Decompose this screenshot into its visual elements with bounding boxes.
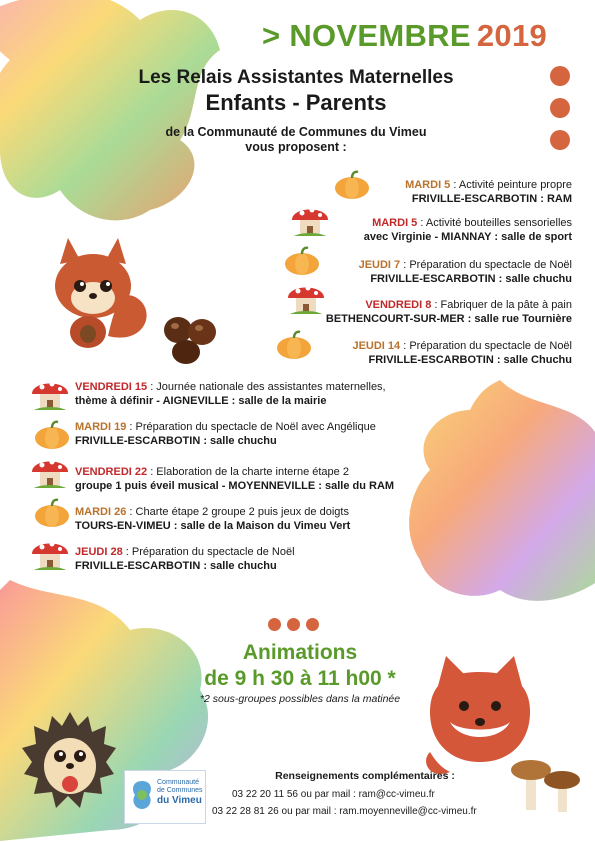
contact-line-1: 03 22 20 11 56 ou par mail : ram@cc-vimeu.fr xyxy=(232,789,435,800)
event-item xyxy=(359,258,572,286)
event-place: BETHENCOURT-SUR-MER : salle rue Tournière xyxy=(325,313,572,325)
event-description: : Activité bouteilles sensorielles xyxy=(417,217,572,229)
event-day: MARDI 5 xyxy=(372,217,418,229)
pumpkin-icon xyxy=(34,498,70,533)
subtitle-line-2: vous proposent : xyxy=(245,140,347,154)
pumpkin-icon xyxy=(34,420,70,455)
event-place: thème à définir - AIGNEVILLE : salle de la mairie xyxy=(75,395,327,407)
decorative-dots-right xyxy=(550,66,572,162)
mushroom-house-icon xyxy=(30,374,70,417)
event-place: FRIVILLE-ESCARBOTIN : salle chuchu xyxy=(75,560,277,572)
mushroom-house-icon xyxy=(30,452,70,495)
orange-dot xyxy=(550,98,570,118)
event-place: FRIVILLE-ESCARBOTIN : salle chuchu xyxy=(75,435,277,447)
event-line-1 xyxy=(326,298,572,312)
event-line-1 xyxy=(75,380,386,394)
event-place: FRIVILLE-ESCARBOTIN : salle Chuchu xyxy=(368,354,572,366)
event-description: : Préparation du spectacle de Noël xyxy=(400,259,572,271)
mushroom-house-icon xyxy=(286,278,326,321)
event-place: TOURS-EN-VIMEU : salle de la Maison du Vimeu Vert xyxy=(75,520,351,532)
event-line-1 xyxy=(75,505,350,519)
title-enfants-parents: Enfants - Parents xyxy=(205,90,387,115)
event-line-1 xyxy=(364,216,572,230)
event-item xyxy=(75,380,386,408)
event-day: VENDREDI 22 xyxy=(75,466,148,478)
pumpkin-icon xyxy=(276,330,312,365)
title-relais: Les Relais Assistantes Maternelles xyxy=(138,67,454,88)
orange-dot xyxy=(550,130,570,150)
event-item xyxy=(405,178,572,206)
event-description: : Préparation du spectacle de Noël xyxy=(122,546,295,558)
event-description: : Elaboration de la charte interne étape 2 xyxy=(147,466,349,478)
event-item xyxy=(75,465,394,493)
month-label: > NOVEMBRE xyxy=(262,18,471,53)
event-item xyxy=(75,505,350,533)
logo-line-2: de Communes xyxy=(157,787,203,794)
event-day: JEUDI 28 xyxy=(75,546,123,558)
event-place: FRIVILLE-ESCARBOTIN : RAM xyxy=(411,193,572,205)
subtitle xyxy=(100,125,492,155)
event-description: : Fabriquer de la pâte à pain xyxy=(431,299,572,311)
event-description: : Charte étape 2 groupe 2 puis jeux de doigts xyxy=(126,506,349,518)
event-day: VENDREDI 8 xyxy=(365,299,432,311)
orange-dot xyxy=(550,66,570,86)
squirrel-illustration xyxy=(48,236,158,356)
mushrooms-icon xyxy=(508,742,588,822)
event-item xyxy=(326,298,572,326)
event-item xyxy=(364,216,572,244)
event-line-1 xyxy=(352,339,572,353)
subtitle-line-1: de la Communauté de Communes du Vimeu xyxy=(165,125,427,139)
right-leaf-decoration xyxy=(400,380,595,610)
decorative-dots-center xyxy=(268,618,319,631)
mushroom-house-icon xyxy=(290,200,330,243)
chestnuts-icon xyxy=(160,306,222,368)
event-place: FRIVILLE-ESCARBOTIN : salle chuchu xyxy=(370,273,572,285)
pumpkin-icon xyxy=(334,170,370,205)
mushroom-house-icon xyxy=(30,534,70,577)
orange-dot xyxy=(306,618,319,631)
event-place: groupe 1 puis éveil musical - MOYENNEVILLE : salle du RAM xyxy=(75,480,395,492)
contact-title: Renseignements complémentaires : xyxy=(275,770,455,782)
event-day: JEUDI 14 xyxy=(352,340,401,352)
event-line-1 xyxy=(75,465,394,479)
contact-line-2: 03 22 28 81 26 ou par mail : ram.moyenneville@cc-vimeu.fr xyxy=(212,806,477,817)
logo-emblem-icon xyxy=(129,779,155,811)
orange-dot xyxy=(268,618,281,631)
event-description: : Préparation du spectacle de Noël avec Angélique xyxy=(126,421,376,433)
event-day: MARDI 19 xyxy=(75,421,127,433)
event-day: JEUDI 7 xyxy=(358,259,401,271)
event-line-1 xyxy=(405,178,572,192)
event-description: : Préparation du spectacle de Noël xyxy=(400,340,572,352)
event-item xyxy=(75,420,376,448)
event-line-1 xyxy=(75,545,295,559)
event-description: : Activité peinture propre xyxy=(450,179,572,191)
event-line-1 xyxy=(75,420,376,434)
pumpkin-icon xyxy=(284,246,320,281)
hedgehog-illustration xyxy=(22,708,118,818)
event-day: MARDI 5 xyxy=(405,179,451,191)
event-day: VENDREDI 15 xyxy=(75,381,148,393)
animations-time: de 9 h 30 à 11 h00 * xyxy=(204,667,396,690)
event-item xyxy=(75,545,295,573)
community-logo xyxy=(124,770,206,824)
month-heading xyxy=(262,18,547,54)
year-label: 2019 xyxy=(476,18,548,53)
event-description: : Journée nationale des assistantes maternelles, xyxy=(147,381,386,393)
event-line-1 xyxy=(359,258,572,272)
event-day: MARDI 26 xyxy=(75,506,127,518)
event-place: avec Virginie - MIANNAY : salle de sport xyxy=(363,231,572,243)
animations-title: Animations xyxy=(242,641,358,664)
logo-line-1: Communauté xyxy=(157,779,200,786)
logo-line-3: du Vimeu xyxy=(157,795,202,806)
animations-note: *2 sous-groupes possibles dans la matinée xyxy=(199,693,401,705)
orange-dot xyxy=(287,618,300,631)
event-item xyxy=(352,339,572,367)
